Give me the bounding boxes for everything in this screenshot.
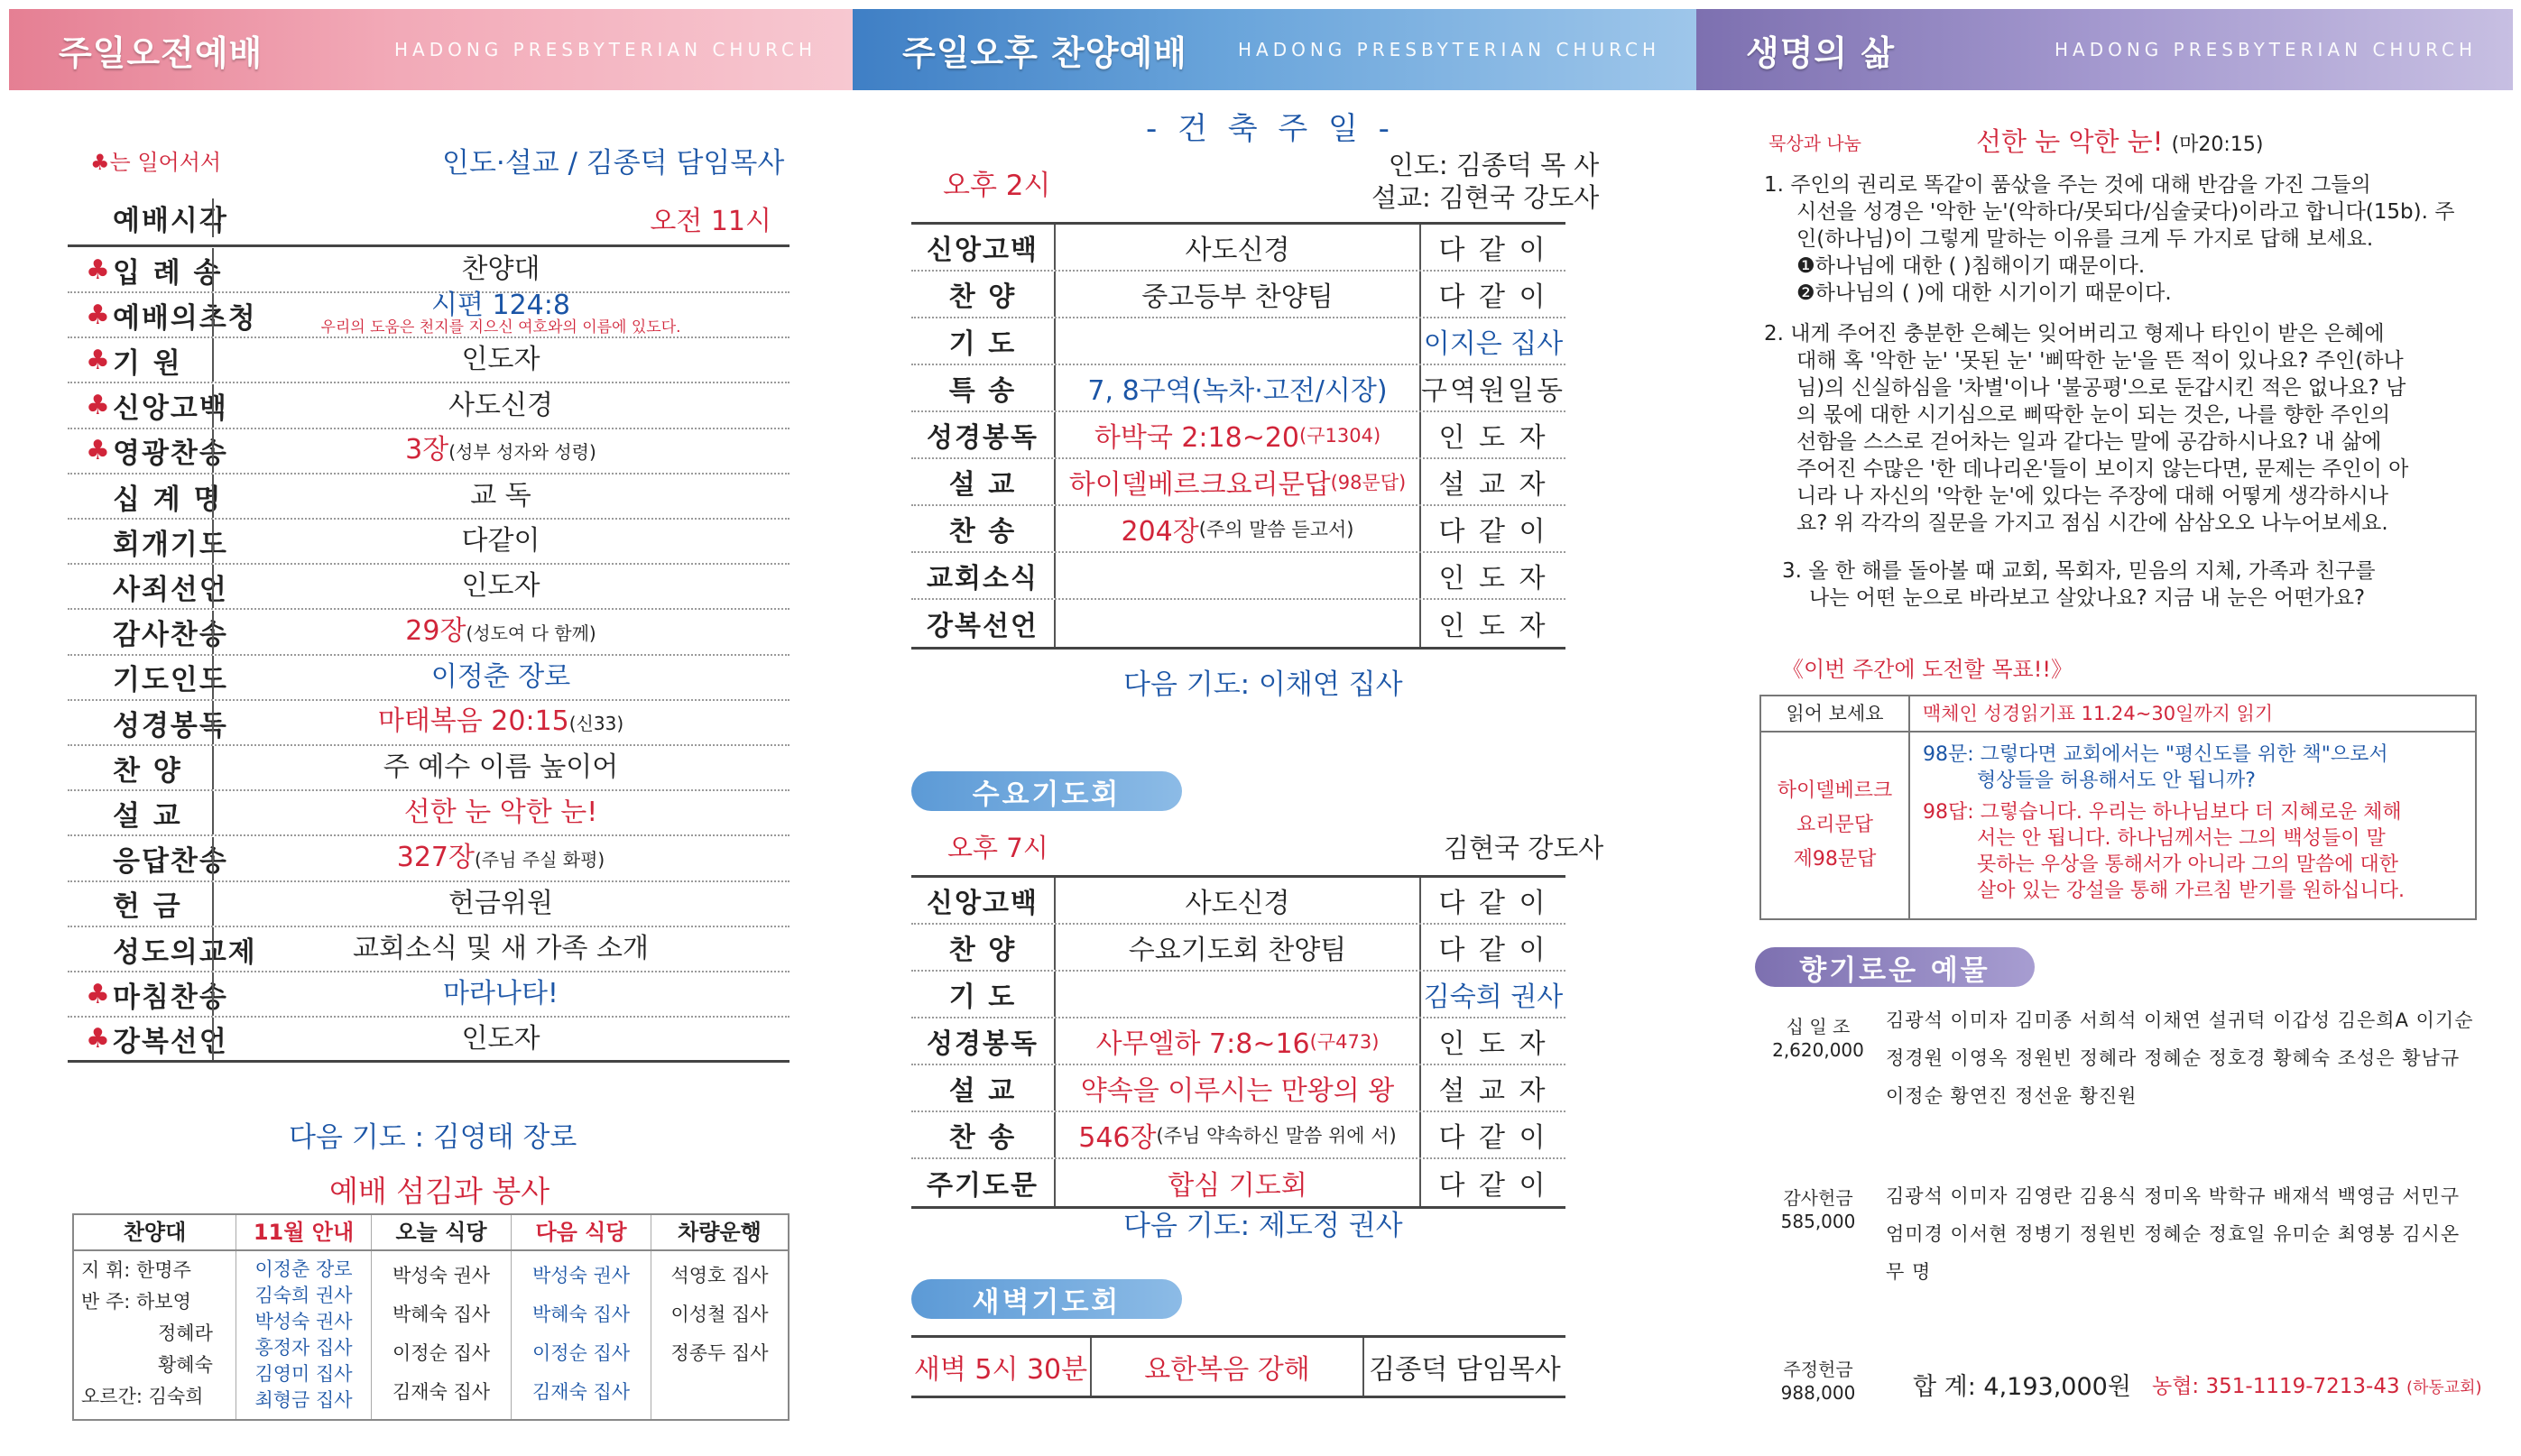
- order-row: [68, 565, 790, 610]
- table-row: [911, 1112, 1565, 1159]
- order-mark: ♣: [86, 978, 112, 1010]
- order-value-sub: 우리의 도움은 천지를 지으신 여호와의 이름에 있도다.: [320, 318, 681, 337]
- table-cell-item-sub: (98문답): [1330, 472, 1407, 493]
- order-label-text: 성도의교제: [113, 935, 257, 969]
- table-cell-item: [1056, 272, 1421, 317]
- order-label-text: 사죄선언: [113, 573, 228, 606]
- table-cell-part: 주기도문: [911, 1159, 1056, 1206]
- life-column: [1696, 0, 2521, 1456]
- order-value: [212, 570, 790, 603]
- pm-leaders: [1371, 149, 1599, 214]
- table-row: [911, 553, 1565, 600]
- table-cell-item-sub: (주의 말씀 듣고서): [1198, 519, 1354, 540]
- order-value: [212, 751, 790, 784]
- table-cell-item-text: 사도신경: [1185, 888, 1290, 919]
- tithe-label: 십 일 조: [1786, 1016, 1851, 1037]
- service-header-choir: 찬양대: [74, 1215, 236, 1249]
- order-value-text: 교회소식 및 새 가족 소개: [353, 933, 649, 964]
- question-line: 니라 나 자신의 '악한 눈'에 있다는 주장에 대해 어떻게 생각하시나: [1796, 484, 2389, 508]
- service-header-next-kitchen: 다음 식당: [512, 1215, 651, 1249]
- wed-order-table: [911, 875, 1565, 1209]
- table-cell-part: 강복선언: [911, 600, 1056, 647]
- table-cell-part: 설 교: [911, 1065, 1056, 1110]
- table-cell-item: [1056, 1159, 1421, 1206]
- service-header-today-kitchen: 오늘 식당: [372, 1215, 512, 1249]
- service-table: [72, 1213, 790, 1421]
- question-line: 선함을 스스로 걷어차는 일과 같다는 말에 공감하시나요? 내 삶에: [1796, 430, 2382, 454]
- order-value-text: 다같이: [461, 525, 540, 558]
- order-value-text: 교 독: [470, 480, 531, 511]
- table-row: [911, 1159, 1565, 1206]
- order-value-text: 시편 124:8: [431, 290, 570, 322]
- dawn-text: 요한복음 강해: [1144, 1354, 1310, 1386]
- table-cell-part: 기 도: [911, 972, 1056, 1017]
- order-value-sub: (신33): [568, 713, 624, 734]
- order-value: [212, 978, 790, 1010]
- table-cell-part: 신앙고백: [911, 878, 1056, 923]
- order-label-text: 설 교: [113, 799, 182, 833]
- order-label: [86, 476, 222, 517]
- table-cell-item-sub: (주님 약속하신 말씀 위에 서): [1156, 1125, 1397, 1147]
- order-value: [212, 841, 790, 873]
- order-row: [68, 882, 790, 927]
- service-guide: 이정춘 장로 김숙희 권사 박성숙 권사 홍정자 집사 김영미 집사 최형금 집사: [236, 1251, 372, 1419]
- weekly-label: 주정헌금: [1783, 1359, 1853, 1380]
- table-cell-item-text: 합심 기도회: [1168, 1170, 1307, 1202]
- table-cell-person: 다 같 이: [1438, 888, 1548, 919]
- order-row: [68, 290, 790, 338]
- weekly-amount: 988,000: [1780, 1382, 1856, 1404]
- order-row: [68, 746, 790, 791]
- service-choir: 지 휘: 한명주 반 주: 하보영 정혜라 황혜숙 오르간: 김숙희: [74, 1251, 236, 1419]
- question-3: [1782, 558, 2376, 612]
- service-next-kitchen: 박성숙 권사 박혜숙 집사 이정순 집사 김재숙 집사: [512, 1251, 651, 1419]
- order-mark: ♣: [86, 253, 112, 286]
- wed-next-prayer: 다음 기도: 제도정 권사: [1123, 1210, 1403, 1242]
- table-row: [911, 878, 1565, 925]
- table-cell-item: [1056, 318, 1421, 364]
- order-label-text: 찬 양: [113, 754, 182, 788]
- order-row: [68, 837, 790, 882]
- table-cell-person: 설 교 자: [1438, 1075, 1548, 1107]
- order-value: [212, 480, 790, 511]
- building-week-title: - 건 축 주 일 -: [1146, 111, 1395, 147]
- table-cell-person: 다 같 이: [1438, 1170, 1548, 1202]
- order-label-text: 신앙고백: [113, 392, 228, 426]
- order-label-text: 기도인도: [113, 664, 228, 697]
- table-cell-item-text: 사도신경: [1185, 235, 1290, 266]
- church-name: HADONG PRESBYTERIAN CHURCH: [393, 39, 817, 60]
- order-label: [86, 748, 182, 788]
- table-cell-item-text: 하이델베르크요리문답: [1068, 469, 1331, 501]
- question-line: 1. 주인의 권리로 똑같이 품삯을 주는 것에 대해 반감을 가진 그들의: [1764, 173, 2371, 197]
- order-label: [86, 250, 222, 290]
- order-value-sub: (성도여 다 함께): [466, 622, 596, 644]
- table-cell-item-sub: (구1304): [1299, 425, 1381, 447]
- church-name-2: HADONG PRESBYTERIAN CHURCH: [1237, 39, 1660, 60]
- afternoon-worship-header: [853, 9, 1696, 90]
- order-value: [212, 433, 790, 465]
- table-cell-part: 성경봉독: [911, 1018, 1056, 1064]
- order-label-text: 감사찬송: [113, 619, 228, 652]
- read-label: 읽어 보세요: [1761, 696, 1910, 731]
- table-row: [911, 459, 1565, 506]
- order-mark: ♣: [86, 299, 112, 331]
- wed-time: 오후 7시: [947, 833, 1048, 863]
- order-label-text: 응답찬송: [113, 845, 228, 879]
- table-cell-person: 이지은 집사: [1423, 328, 1564, 360]
- order-value-text: 사도신경: [448, 389, 553, 421]
- question-line: 인(하나님)이 그렇게 말하는 이유를 크게 두 가지로 답해 보세요.: [1796, 227, 2374, 251]
- order-label-text: 성경봉독: [113, 709, 228, 742]
- order-row: [68, 927, 790, 972]
- gift-title: 향기로운 예물: [1755, 947, 2035, 987]
- service-car: 석영호 집사 이성철 집사 정종두 집사: [670, 1265, 769, 1364]
- order-value: [212, 1022, 790, 1055]
- table-cell-part: 특 송: [911, 365, 1056, 410]
- order-value: [212, 525, 790, 558]
- goal-table: [1759, 695, 2477, 920]
- table-cell-item: [1056, 925, 1421, 970]
- table-cell-item: [1056, 506, 1421, 551]
- order-value: [212, 389, 790, 421]
- bank-account: 농협: 351-1119-7213-43 (하동교회): [2152, 1375, 2482, 1398]
- order-value: [212, 660, 790, 693]
- pm-preacher: 설교: 김현국 강도사: [1371, 182, 1600, 213]
- wed-leader: 김현국 강도사: [1444, 833, 1604, 863]
- order-value: [212, 290, 790, 337]
- table-cell-item: [1056, 553, 1421, 598]
- question-line: 나는 어떤 눈으로 바라보고 살았나요? 지금 내 눈은 어떤가요?: [1809, 586, 2366, 610]
- order-label-text: 기 원: [113, 346, 182, 380]
- table-cell-item: [1056, 459, 1421, 504]
- order-row: [68, 338, 790, 383]
- tithe-label-block: [1759, 1015, 1877, 1062]
- order-label-text: 헌 금: [113, 890, 182, 924]
- table-cell-part: 찬 양: [911, 925, 1056, 970]
- table-cell-item: [1056, 1018, 1421, 1064]
- catechism-content: [1910, 733, 2475, 918]
- service-header-car: 차량운행: [678, 1220, 762, 1245]
- table-cell-item-text: 204장: [1121, 516, 1199, 548]
- table-cell-person: 인 도 자: [1438, 611, 1548, 642]
- table-cell-item: [1056, 1065, 1421, 1110]
- order-value-text: 마태복음 20:15: [377, 705, 569, 737]
- table-cell-part: 찬 양: [911, 272, 1056, 317]
- order-label: [86, 974, 228, 1015]
- order-mark: ♣: [86, 1023, 112, 1055]
- order-row: [68, 1018, 790, 1063]
- order-label: [86, 703, 228, 743]
- worship-time-value: 오전 11시: [650, 205, 771, 237]
- table-cell-item: [1056, 878, 1421, 923]
- table-cell-item: [1056, 225, 1421, 270]
- stand-note: ♣는 일어서서: [90, 150, 222, 175]
- order-value: [212, 253, 790, 285]
- dawn-row: [911, 1335, 1565, 1398]
- pm-leader: 인도: 김종덕 목 사: [1388, 150, 1600, 180]
- order-value: [212, 705, 790, 737]
- order-value-text: 29장: [405, 614, 466, 647]
- table-cell-item: [1056, 412, 1421, 457]
- order-value: [212, 614, 790, 647]
- read-text: 맥체인 성경읽기표 11.24~30일까지 읽기: [1923, 703, 2274, 724]
- table-cell-item: [1056, 972, 1421, 1017]
- order-label-text: 강복선언: [113, 1026, 228, 1059]
- order-label-text: 영광찬송: [113, 438, 228, 471]
- table-cell-person: 설 교 자: [1438, 469, 1548, 501]
- order-value-text: 327장: [396, 841, 475, 873]
- table-cell-person: 구역원일동: [1421, 375, 1565, 407]
- order-row: [68, 475, 790, 520]
- order-label: [86, 838, 228, 879]
- order-value-sub: (성부 성자와 성령): [448, 440, 596, 463]
- table-cell-part: 신앙고백: [911, 225, 1056, 270]
- table-cell-person: 다 같 이: [1438, 516, 1548, 548]
- order-value-text: 3장: [405, 433, 449, 465]
- table-cell-item-text: 7, 8구역(녹차·고전/시장): [1087, 375, 1388, 407]
- order-value-text: 이정춘 장로: [430, 660, 571, 693]
- order-row: [68, 972, 790, 1018]
- offering-total: 합 계: 4,193,000원: [1913, 1373, 2131, 1401]
- table-cell-item-text: 546장: [1078, 1122, 1157, 1154]
- question-line: 요? 위 각각의 질문을 가지고 점심 시간에 삼삼오오 나누어보세요.: [1796, 511, 2388, 535]
- order-row: [68, 429, 790, 475]
- order-label-text: 예배의초청: [113, 301, 257, 335]
- pm-next-prayer: 다음 기도: 이채연 집사: [1123, 668, 1403, 701]
- tithe-names: 김광석 이미자 김미종 서희석 이채연 설귀덕 이갑성 김은희A 이기순 정경원 이영옥 정원빈 정혜라 정혜순 정호경 황혜숙 조성은 황남규 이정순 황연진 정선윤 황진원: [1886, 1009, 2474, 1107]
- service-title: 예배 섬김과 봉사: [329, 1174, 550, 1209]
- order-value-text: 인도자: [461, 344, 540, 376]
- life-header: [1696, 9, 2513, 90]
- wed-title: 수요기도회: [911, 771, 1182, 811]
- morning-worship-title: 주일오전예배: [59, 32, 263, 73]
- table-cell-part: 찬 송: [911, 506, 1056, 551]
- order-value-text: 주 예수 이름 높이어: [383, 751, 619, 784]
- worship-time-label: 예배시각: [113, 205, 228, 237]
- weekly-label-block: [1759, 1358, 1877, 1405]
- table-row: [911, 925, 1565, 972]
- order-value-text: 마라나타!: [443, 978, 559, 1010]
- dawn-title: 새벽기도회: [911, 1279, 1182, 1319]
- order-row: [68, 701, 790, 746]
- order-label-text: 입 례 송: [113, 256, 223, 290]
- table-cell-item-sub: (구473): [1309, 1031, 1380, 1053]
- catechism-label: 하이델베르크 요리문답 제98문답: [1761, 733, 1910, 918]
- order-value-text: 찬양대: [461, 253, 540, 285]
- catechism-answer: 98답: 그렇습니다. 우리는 하나님보다 더 지혜로운 체해 서는 안 됩니다. 하나님께서는 그의 백성들이 말 못하는 우상을 통해서가 아니라 그의 말씀에 대한 살아 있는 강설을 통해 가르침 받기를 원하십니다.: [1923, 801, 2405, 902]
- table-row: [911, 972, 1565, 1018]
- order-mark: ♣: [86, 344, 112, 376]
- question-line: ❶하나님에 대한 ( )침해이기 때문이다.: [1796, 254, 2146, 278]
- goal-title: 《이번 주간에 도전할 목표!!》: [1782, 657, 2073, 682]
- thanks-names: 김광석 이미자 김영란 김용식 정미옥 박학규 배재석 백영금 서민구 엄미경 이서현 정병기 정원빈 정혜순 정효일 유미순 최영봉 김시온 무 명: [1886, 1185, 2461, 1283]
- church-name-3: HADONG PRESBYTERIAN CHURCH: [2054, 39, 2477, 60]
- thanks-label: 감사헌금: [1783, 1187, 1853, 1209]
- order-value-text: 선한 눈 악한 눈!: [403, 797, 598, 829]
- table-cell-item-text: 약속을 이루시는 만왕의 왕: [1080, 1075, 1395, 1107]
- thanks-amount: 585,000: [1780, 1211, 1856, 1232]
- table-cell-person: 인 도 자: [1438, 563, 1548, 594]
- order-label: [86, 1018, 228, 1059]
- dawn-leader: 김종덕 담임목사: [1362, 1338, 1565, 1396]
- order-value-sub: (주님 주실 화평): [475, 848, 605, 871]
- morning-worship-column: [0, 0, 853, 1456]
- order-label: [86, 883, 182, 924]
- table-row: [911, 272, 1565, 318]
- table-cell-item: [1056, 1112, 1421, 1157]
- table-cell-item-text: 중고등부 찬양팀: [1141, 281, 1334, 313]
- morning-next-prayer: 다음 기도 : 김영태 장로: [289, 1121, 577, 1154]
- question-2: [1764, 320, 2408, 537]
- table-cell-item-text: 수요기도회 찬양팀: [1128, 935, 1347, 966]
- question-line: 의 몫에 대한 시기심으로 삐딱한 눈이 되는 것은, 나를 향한 주인의: [1796, 403, 2391, 427]
- table-row: [911, 225, 1565, 272]
- table-cell-person: 다 같 이: [1438, 935, 1548, 966]
- meditation-label: 묵상과 나눔: [1768, 133, 1861, 154]
- table-cell-person: 다 같 이: [1438, 1122, 1548, 1154]
- morning-worship-header: [9, 9, 853, 90]
- tithe-amount: 2,620,000: [1772, 1039, 1864, 1061]
- table-cell-part: 기 도: [911, 318, 1056, 364]
- order-value: [212, 797, 790, 829]
- order-value: [212, 887, 790, 919]
- dawn-time: 새벽 5시 30분: [911, 1338, 1092, 1396]
- question-line: 2. 내게 주어진 충분한 은혜는 잊어버리고 형제나 타인이 받은 은혜에: [1764, 322, 2385, 346]
- order-mark: ♣: [86, 435, 112, 467]
- afternoon-worship-title: 주일오후 찬양예배: [902, 32, 1187, 73]
- order-value-text: 인도자: [461, 1022, 540, 1055]
- pm-time: 오후 2시: [943, 170, 1051, 202]
- worship-time-row: [68, 191, 790, 247]
- table-cell-part: 찬 송: [911, 1112, 1056, 1157]
- question-1: [1764, 171, 2454, 307]
- service-header-guide: 11월 안내: [236, 1215, 372, 1249]
- order-row: [68, 520, 790, 565]
- table-row: [911, 506, 1565, 553]
- order-label-text: 마침찬송: [113, 981, 228, 1014]
- order-row: [68, 656, 790, 701]
- catechism-question: 98문: 그렇다면 교회에서는 "평신도를 위한 책"으로서 형상들을 허용해서도 안 됩니까?: [1923, 743, 2388, 792]
- table-cell-item: [1056, 600, 1421, 647]
- order-label-text: 십 계 명: [113, 483, 223, 516]
- table-row: [911, 412, 1565, 459]
- table-cell-part: 성경봉독: [911, 412, 1056, 457]
- meditation-title: 선한 눈 악한 눈! (마20:15): [1976, 126, 2264, 157]
- table-row: [911, 1018, 1565, 1065]
- order-mark: ♣: [86, 390, 112, 422]
- table-row: [911, 365, 1565, 412]
- pm-order-table: [911, 222, 1565, 650]
- table-cell-part: 설 교: [911, 459, 1056, 504]
- order-label: [86, 385, 228, 426]
- order-label: [86, 567, 228, 607]
- table-row: [911, 600, 1565, 647]
- order-label-text: 회개기도: [113, 528, 228, 561]
- table-cell-person: 인 도 자: [1438, 1028, 1548, 1060]
- thanks-label-block: [1759, 1186, 1877, 1233]
- table-cell-person: 다 같 이: [1438, 281, 1548, 313]
- question-line: 님)의 신실하심을 '차별'이나 '불공평'으로 둔갑시킨 적은 없나요? 남: [1796, 376, 2406, 400]
- life-title: 생명의 삶: [1746, 32, 1896, 73]
- question-line: 3. 올 한 해를 돌아볼 때 교회, 목회자, 믿음의 지체, 가족과 친구를: [1782, 559, 2376, 583]
- table-cell-person: 다 같 이: [1438, 235, 1548, 266]
- order-row: [68, 248, 790, 293]
- table-row: [911, 1065, 1565, 1112]
- order-label: [86, 521, 228, 562]
- order-label: [86, 793, 182, 834]
- morning-leader: 인도·설교 / 김종덕 담임목사: [442, 147, 785, 180]
- table-cell-person: 김숙희 권사: [1423, 981, 1564, 1013]
- order-row: [68, 384, 790, 429]
- question-line: 주어진 수많은 '한 데나리온'들이 보이지 않는다면, 문제는 주인이 아: [1796, 457, 2409, 481]
- order-label: [86, 657, 228, 697]
- order-value: [212, 933, 790, 964]
- table-row: [911, 318, 1565, 365]
- order-label: [86, 430, 228, 471]
- order-value: [212, 344, 790, 376]
- question-line: 시선을 성경은 '악한 눈'(악하다/못되다/심술궂다)이라고 합니다(15b). 주: [1796, 200, 2455, 224]
- table-cell-item-text: 하박국 2:18~20: [1094, 422, 1300, 454]
- table-cell-person: 인 도 자: [1438, 422, 1548, 454]
- table-cell-item-text: 사무엘하 7:8~16: [1095, 1028, 1310, 1060]
- order-label: [86, 612, 228, 652]
- order-value-text: 헌금위원: [448, 887, 553, 919]
- order-value-text: 인도자: [461, 570, 540, 603]
- order-row: [68, 791, 790, 836]
- table-cell-part: 교회소식: [911, 553, 1056, 598]
- order-row: [68, 611, 790, 656]
- table-cell-item: [1056, 365, 1421, 410]
- afternoon-worship-column: [853, 0, 1696, 1456]
- question-line: 대해 혹 '악한 눈' '못된 눈' '삐딱한 눈'을 뜬 적이 있나요? 주인(하나: [1796, 349, 2404, 373]
- order-label: [86, 340, 182, 381]
- service-today-kitchen: 박성숙 권사 박혜숙 집사 이정순 집사 김재숙 집사: [372, 1251, 512, 1419]
- question-line: ❷하나님의 ( )에 대한 시기이기 때문이다.: [1796, 281, 2172, 305]
